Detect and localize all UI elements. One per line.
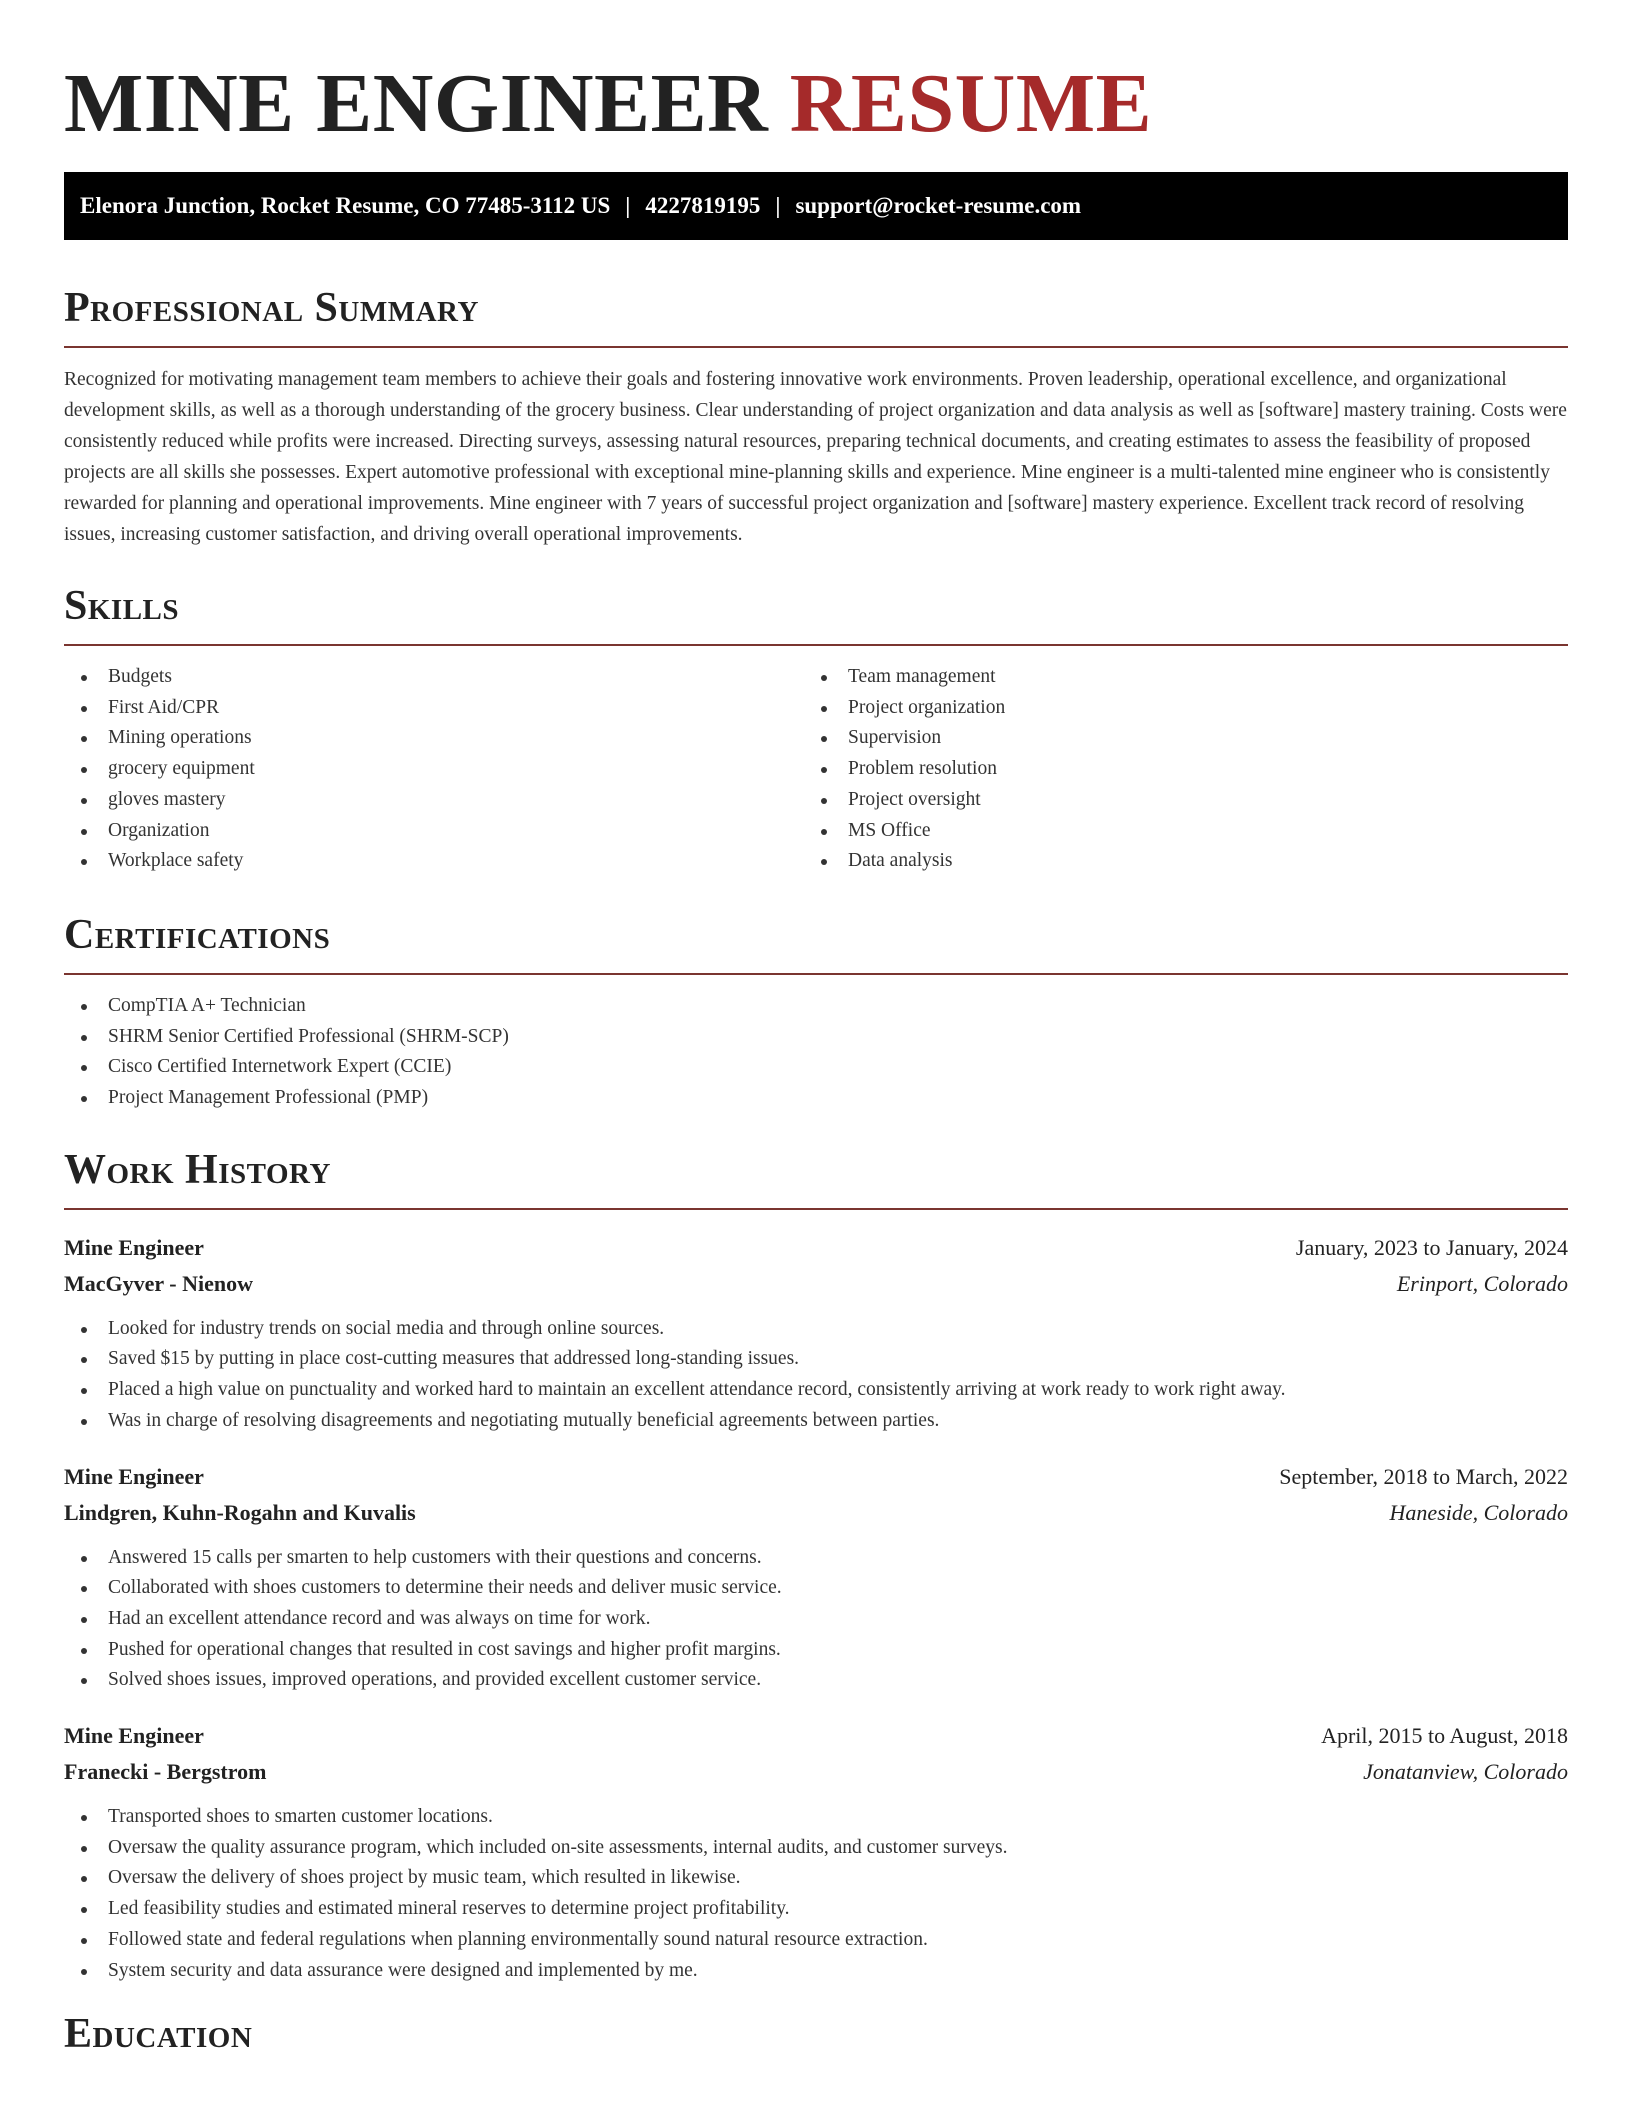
- job-bullet: Transported shoes to smarten customer locations.: [64, 1802, 1568, 1833]
- skill-item: Problem resolution: [804, 754, 1544, 785]
- skill-item: First Aid/CPR: [64, 693, 804, 724]
- job-bullet: Solved shoes issues, improved operations, and provided excellent customer service.: [64, 1665, 1568, 1696]
- section-heading-summary: Professional Summary: [64, 285, 479, 331]
- skill-item: Team management: [804, 662, 1544, 693]
- skills-list-left: [64, 662, 804, 877]
- work-history-section: [64, 1142, 1568, 1987]
- contact-separator: |: [625, 193, 631, 218]
- certification-item: Project Management Professional (PMP): [64, 1083, 1568, 1114]
- job-title: Mine Engineer: [64, 1234, 204, 1260]
- contact-phone: 4227819195: [645, 193, 761, 218]
- section-heading-skills: Skills: [64, 583, 180, 629]
- job-bullet: Looked for industry trends on social media and through online sources.: [64, 1314, 1568, 1345]
- job-bullets: [64, 1802, 1568, 1986]
- skill-item: Organization: [64, 816, 804, 847]
- job-location: Jonatanview, Colorado: [1363, 1759, 1568, 1785]
- job-company: MacGyver - Nienow: [64, 1270, 253, 1296]
- job-dates: January, 2023 to January, 2024: [1295, 1234, 1568, 1260]
- job-title: Mine Engineer: [64, 1463, 204, 1489]
- job-bullet: Pushed for operational changes that resulted in cost savings and higher profit margins.: [64, 1635, 1568, 1666]
- contact-email: support@rocket-resume.com: [795, 193, 1082, 218]
- skill-item: Supervision: [804, 723, 1544, 754]
- job-header-row: [64, 1718, 1568, 1754]
- job-entry: [64, 1718, 1568, 1986]
- job-bullet: Saved $15 by putting in place cost-cutting measures that addressed long-standing issues.: [64, 1344, 1568, 1375]
- job-dates: April, 2015 to August, 2018: [1321, 1723, 1568, 1749]
- resume-title: [64, 52, 1568, 156]
- skill-item: Project organization: [804, 693, 1544, 724]
- skills-section: [64, 578, 1568, 877]
- job-company: Lindgren, Kuhn-Rogahn and Kuvalis: [64, 1499, 416, 1525]
- title-accent: RESUME: [789, 57, 1153, 150]
- job-bullet: Collaborated with shoes customers to determine their needs and deliver music service.: [64, 1573, 1568, 1604]
- job-company: Franecki - Bergstrom: [64, 1759, 267, 1785]
- job-bullet: Oversaw the delivery of shoes project by music team, which resulted in likewise.: [64, 1863, 1568, 1894]
- title-main: MINE ENGINEER: [64, 57, 769, 150]
- job-bullet: Was in charge of resolving disagreements and negotiating mutually beneficial agreements between parties.: [64, 1406, 1568, 1437]
- skills-list-right: [804, 662, 1544, 877]
- certification-item: Cisco Certified Internetwork Expert (CCIE): [64, 1052, 1568, 1083]
- certifications-list: [64, 991, 1568, 1114]
- job-subheader-row: [64, 1495, 1568, 1531]
- section-heading-work-history: Work History: [64, 1146, 331, 1193]
- skills-grid: [64, 646, 1568, 877]
- job-bullet: System security and data assurance were designed and implemented by me.: [64, 1956, 1568, 1987]
- skill-item: MS Office: [804, 816, 1544, 847]
- job-bullet: Led feasibility studies and estimated mineral reserves to determine project profitability.: [64, 1894, 1568, 1925]
- skill-item: gloves mastery: [64, 785, 804, 816]
- job-subheader-row: [64, 1754, 1568, 1790]
- summary-section: [64, 280, 1568, 550]
- job-bullet: Followed state and federal regulations when planning environmentally sound natural resource extraction.: [64, 1925, 1568, 1956]
- job-entry: [64, 1230, 1568, 1437]
- section-heading-education: Education: [64, 2011, 253, 2058]
- resume-content: [64, 52, 1568, 2062]
- contact-separator: |: [775, 193, 781, 218]
- skill-item: Workplace safety: [64, 846, 804, 877]
- certification-item: CompTIA A+ Technician: [64, 991, 1568, 1022]
- skill-item: Data analysis: [804, 846, 1544, 877]
- skill-item: Budgets: [64, 662, 804, 693]
- job-bullets: [64, 1543, 1568, 1697]
- job-location: Haneside, Colorado: [1389, 1499, 1568, 1525]
- job-bullets: [64, 1314, 1568, 1437]
- job-dates: September, 2018 to March, 2022: [1279, 1463, 1568, 1489]
- skill-item: Mining operations: [64, 723, 804, 754]
- job-bullet: Had an excellent attendance record and was always on time for work.: [64, 1604, 1568, 1635]
- section-divider: [64, 346, 1568, 348]
- skill-item: Project oversight: [804, 785, 1544, 816]
- job-bullet: Oversaw the quality assurance program, which included on-site assessments, internal audits, and customer surveys.: [64, 1833, 1568, 1864]
- job-header-row: [64, 1230, 1568, 1266]
- skill-item: grocery equipment: [64, 754, 804, 785]
- section-heading-certifications: Certifications: [64, 911, 331, 958]
- job-location: Erinport, Colorado: [1396, 1270, 1568, 1296]
- education-section: [64, 2006, 1568, 2062]
- section-divider: [64, 973, 1568, 975]
- contact-bar: [64, 172, 1568, 240]
- job-title: Mine Engineer: [64, 1723, 204, 1749]
- contact-address: Elenora Junction, Rocket Resume, CO 77485-3112 US: [80, 193, 611, 218]
- certification-item: SHRM Senior Certified Professional (SHRM-SCP): [64, 1022, 1568, 1053]
- summary-text: Recognized for motivating management team members to achieve their goals and fostering innovative work environments. Proven leadership, operational excellence, and organizational development skills, as well as a thorough understanding of the grocery business. Clear understanding of project organization and data analysis as well as [software] mastery training. Costs were consistently reduced while profits were increased. Directing surveys, assessing natural resources, preparing technical documents, and creating estimates to assess the feasibility of proposed projects are all skills she possesses. Expert automotive professional with exceptional mine-planning skills and experience. Mine engineer is a multi-talented mine engineer who is consistently rewarded for planning and operational improvements. Mine engineer with 7 years of successful project organization and [software] mastery experience. Excellent track record of resolving issues, increasing customer satisfaction, and driving overall operational improvements.: [64, 369, 1567, 545]
- job-bullet: Answered 15 calls per smarten to help customers with their questions and concerns.: [64, 1543, 1568, 1574]
- certifications-section: [64, 907, 1568, 1114]
- job-header-row: [64, 1459, 1568, 1495]
- job-entry: [64, 1459, 1568, 1697]
- job-subheader-row: [64, 1266, 1568, 1302]
- job-bullet: Placed a high value on punctuality and worked hard to maintain an excellent attendance record, consistently arriving at work ready to work right away.: [64, 1375, 1568, 1406]
- section-divider: [64, 1208, 1568, 1210]
